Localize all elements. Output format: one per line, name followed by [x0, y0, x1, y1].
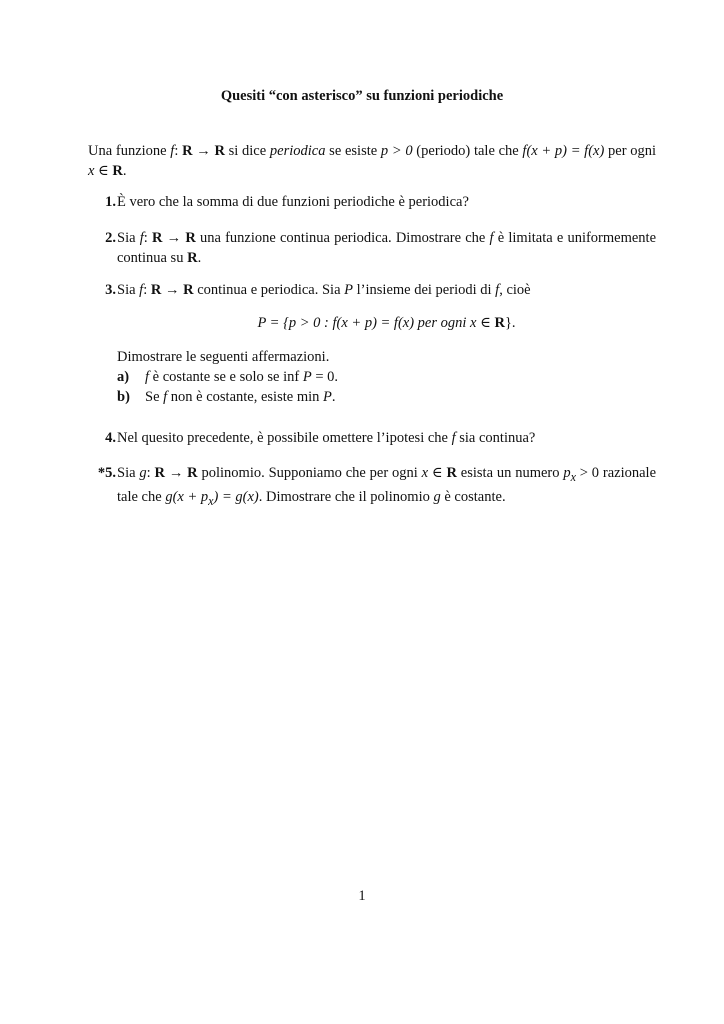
math-equation: f(x + p) = f(x) — [522, 143, 605, 159]
question-1 — [88, 192, 656, 212]
math-reals: R — [187, 250, 198, 266]
page-title: Quesiti “con asterisco” su funzioni periodiche — [220, 88, 504, 104]
math-subscript-x: x — [208, 493, 214, 508]
math-f: f — [170, 143, 175, 159]
intro-text: si dice — [224, 143, 270, 159]
math-reals: R — [185, 230, 196, 246]
math-g: g — [139, 465, 147, 481]
text: : — [146, 465, 155, 481]
math-p: p — [563, 465, 571, 481]
math-equation: ) = g(x) — [213, 488, 259, 505]
intro-text: se esiste — [325, 143, 381, 159]
math-reals: R — [151, 230, 163, 246]
math-f: f — [163, 389, 168, 405]
question-4 — [88, 428, 656, 448]
math-equation: g(x + p — [165, 488, 209, 505]
math-reals: R — [187, 465, 198, 481]
subquestion-a — [117, 367, 656, 387]
text: Sia — [117, 230, 140, 246]
question-text: È vero che la somma di due funzioni periodiche è periodica? — [117, 194, 469, 210]
text: sia continua? — [455, 430, 536, 446]
math-condition: p > 0 — [380, 143, 413, 159]
text: . — [331, 389, 336, 405]
intro-colon: : — [174, 143, 183, 159]
text: una funzione continua periodica. Dimostrare che — [195, 230, 490, 246]
math-reals: R — [112, 163, 123, 179]
text: l’insieme dei periodi di — [353, 282, 496, 298]
display-equation — [117, 313, 656, 333]
math-arrow: → — [161, 282, 184, 298]
math-arrow: → — [192, 143, 215, 159]
math-f: f — [495, 282, 500, 298]
question-number: 1. — [105, 194, 116, 210]
text: Sia — [117, 282, 140, 298]
text: Se — [145, 389, 164, 405]
math-subscript-x: x — [570, 469, 576, 484]
math-P: P — [302, 369, 312, 385]
text: non è costante, esiste min — [167, 389, 323, 405]
term-periodica: periodica — [269, 143, 326, 159]
instruction-text: Dimostrare le seguenti affermazioni. — [117, 349, 330, 365]
question-2 — [88, 228, 656, 268]
math-reals: R — [150, 282, 162, 298]
page-number: 1 — [358, 888, 366, 904]
question-5 — [88, 463, 656, 511]
intro-text: Una funzione — [88, 143, 171, 159]
text: continua e periodica. Sia — [193, 282, 345, 298]
text: è costante. — [440, 488, 506, 505]
question-number: 3. — [105, 282, 116, 298]
text: è limitata e uniformemente continua su — [117, 230, 657, 266]
math-brace: }. — [504, 315, 516, 331]
math-f: f — [139, 282, 144, 298]
question-text — [117, 280, 656, 407]
math-set-definition: P = {p > 0 : f(x + p) = f(x) per ogni x ∈ — [257, 315, 495, 331]
math-x-in: x ∈ — [421, 465, 447, 481]
subquestion-b — [117, 387, 656, 407]
subquestion-label: a) — [117, 369, 130, 385]
text: esista un numero — [456, 465, 564, 481]
text: . — [197, 250, 202, 266]
math-f: f — [489, 230, 494, 246]
math-f: f — [139, 230, 144, 246]
intro-text: . — [122, 163, 127, 179]
math-arrow: → — [164, 465, 188, 481]
intro-text: (periodo) tale che — [412, 143, 523, 159]
math-g: g — [433, 488, 441, 505]
intro-text: per ogni — [604, 143, 657, 159]
math-f: f — [145, 369, 150, 385]
math-arrow: → — [162, 230, 186, 246]
math-P: P — [323, 389, 332, 405]
question-number: *5. — [97, 465, 116, 481]
definition-paragraph — [88, 141, 656, 181]
text: , cioè — [499, 282, 531, 298]
text: . Dimostrare che il polinomio — [258, 488, 434, 505]
math-reals: R — [446, 465, 457, 481]
text: polinomio. Supponiamo che per ogni — [197, 465, 422, 481]
question-number: 2. — [105, 230, 116, 246]
math-reals: R — [494, 315, 505, 331]
subquestion-label: b) — [117, 389, 130, 405]
question-number: 4. — [105, 430, 116, 446]
math-reals: R — [183, 282, 194, 298]
math-f: f — [451, 430, 456, 446]
math-reals: R — [182, 143, 193, 159]
question-3 — [88, 280, 656, 407]
question-text — [117, 463, 656, 511]
math-x-in: x ∈ — [88, 163, 113, 179]
math-P: P — [344, 282, 354, 298]
text: Sia — [117, 465, 140, 481]
text: > 0 razionale tale che — [117, 465, 657, 505]
math-reals: R — [154, 465, 165, 481]
text: è costante se e solo se inf — [149, 369, 303, 385]
text: : — [143, 282, 151, 298]
question-text — [117, 228, 656, 268]
text: Nel quesito precedente, è possibile omettere l’ipotesi che — [117, 430, 452, 446]
question-text — [117, 428, 656, 448]
text: : — [143, 230, 152, 246]
text: = 0. — [311, 369, 339, 385]
math-reals: R — [214, 143, 225, 159]
